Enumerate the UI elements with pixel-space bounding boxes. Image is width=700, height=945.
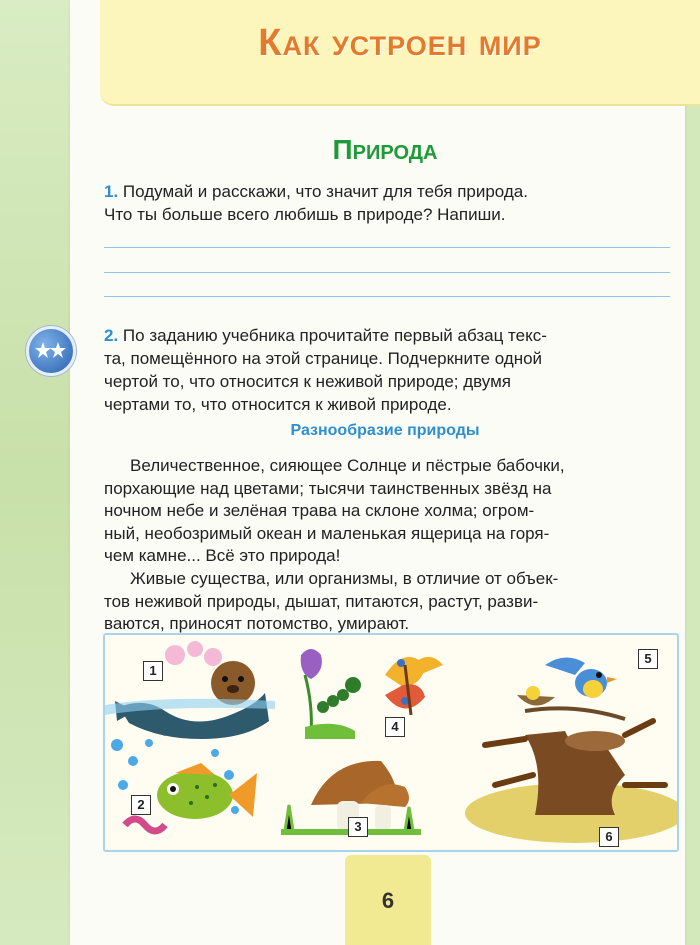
picture-label-3: 3	[348, 817, 368, 837]
p1-line-2[interactable]: порхающие над цветами; тысячи таинственных звёзд на	[104, 478, 552, 498]
task-1-number: 1.	[104, 182, 119, 201]
answer-line-2[interactable]	[104, 272, 670, 273]
answer-line-3[interactable]	[104, 296, 670, 297]
picture-label-6: 6	[599, 827, 619, 847]
seal-icon	[105, 661, 275, 739]
task-1	[104, 180, 670, 226]
picture-label-1: 1	[143, 661, 163, 681]
task-2	[104, 324, 670, 416]
picture-label-5: 5	[638, 649, 658, 669]
text-paragraph-2	[104, 568, 670, 636]
answer-line-1[interactable]	[104, 247, 670, 248]
section-title: Природа	[332, 134, 438, 165]
task-1-line-2: Что ты больше всего любишь в природе? Напиши.	[104, 205, 506, 224]
p1-line-1[interactable]: Величественное, сияющее Солнце и пёстрые бабочки,	[130, 456, 565, 475]
task-1-line-1: 1. Подумай и расскажи, что значит для тебя природа.	[104, 182, 528, 201]
left-margin-background	[0, 0, 70, 945]
star-badge-icon	[26, 326, 76, 376]
header-band	[100, 0, 700, 106]
caterpillar-butterfly-icon	[301, 649, 443, 739]
picture-label-2: 2	[131, 795, 151, 815]
tree-stump-icon	[465, 721, 677, 843]
p1-line-5[interactable]: чем камне... Всё это природа!	[104, 546, 341, 565]
page-number: 6	[381, 888, 395, 913]
p2-line-2[interactable]: тов неживой природы, дышат, питаются, растут, разви-	[104, 591, 539, 611]
chapter-title: Как устроен мир	[258, 22, 542, 64]
text-paragraph-1	[104, 455, 670, 568]
birds-icon	[517, 657, 625, 719]
nature-picture	[103, 633, 679, 852]
p1-line-3[interactable]: ночном небе и зелёная трава на склоне холма; огром-	[104, 501, 535, 520]
task-2-line-3: чертой то, что относится к неживой природе; двумя	[104, 372, 512, 391]
task-2-number: 2.	[104, 326, 119, 345]
task-2-line-1: 2. По заданию учебника прочитайте первый абзац текс-	[104, 326, 547, 345]
task-2-line-4: чертами то, что относится к живой природе.	[104, 395, 452, 414]
p2-line-3[interactable]: ваются, приносят потомство, умирают.	[104, 614, 410, 633]
text-subtitle: Разнообразие природы	[290, 422, 480, 439]
picture-label-4: 4	[385, 717, 405, 737]
p1-line-4[interactable]: ный, необозримый океан и маленькая ящерица на горя-	[104, 523, 550, 543]
p2-line-1[interactable]: Живые существа, или организмы, в отличие от объек-	[130, 569, 559, 588]
task-2-line-2: та, помещённого на этой странице. Подчеркните одной	[104, 349, 543, 368]
nature-illustration	[105, 635, 677, 850]
